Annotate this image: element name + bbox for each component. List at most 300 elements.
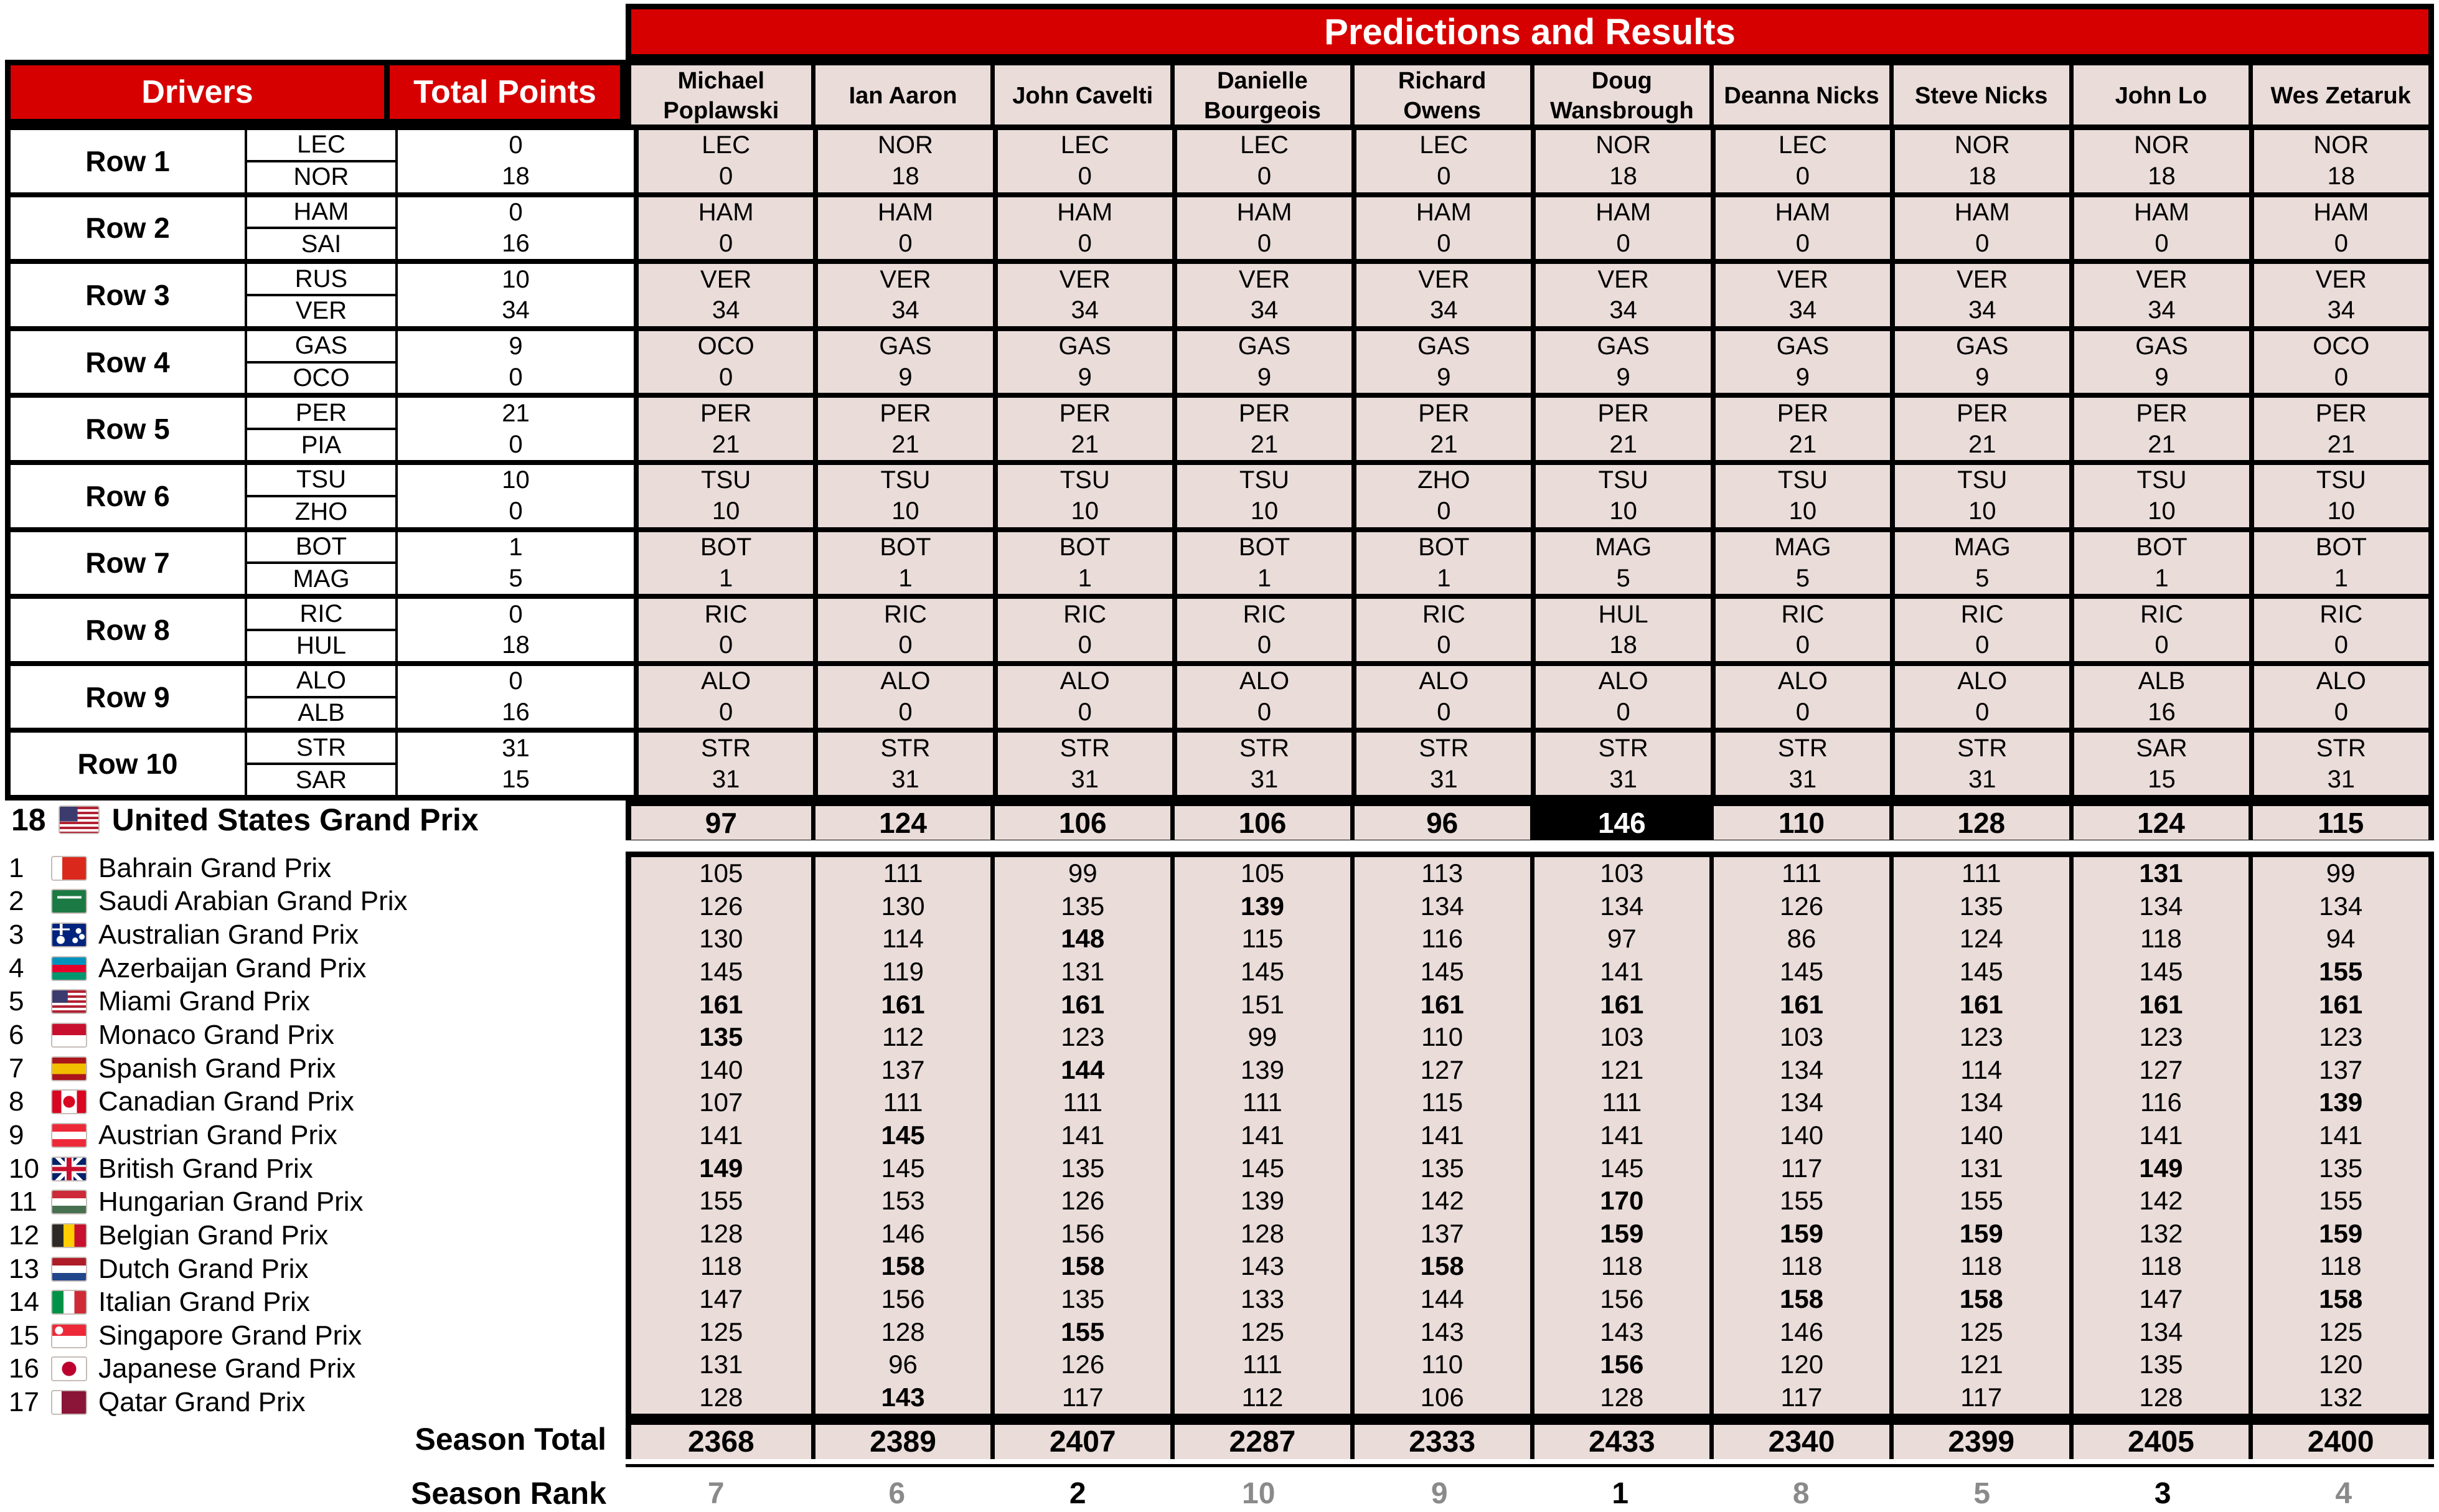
prediction-points: 15 [2148,765,2176,793]
driver-code-cells [245,465,398,527]
race-score-cell: 141 [1061,1120,1105,1150]
race-score-cell: 128 [1600,1382,1644,1412]
prediction-driver: STR [1060,734,1110,762]
race-score-cell: 119 [882,957,924,987]
race-score-cell: 128 [699,1218,743,1248]
prediction-driver: ALO [1598,667,1648,695]
race-score-cell: 107 [699,1087,743,1117]
race-score-cell: 121 [1600,1054,1644,1084]
race-score-cell: 121 [1959,1350,2003,1379]
prediction-driver: HAM [1236,198,1292,226]
prediction-cell [1172,465,1351,527]
prediction-driver: RIC [884,600,927,628]
race-number: 5 [9,986,24,1017]
race-score-cell: 115 [1241,924,1284,954]
prediction-cell [2249,130,2428,192]
race-score-column [1709,857,1889,1414]
race-score-cell: 155 [1780,1186,1824,1216]
prediction-points: 0 [898,698,913,726]
prediction-cell [1890,599,2069,661]
prediction-cell [2249,331,2428,393]
prediction-points: 9 [1975,363,1990,391]
flag-italy-icon [51,1290,87,1315]
predictor-name: Wes Zetaruk [2249,65,2428,127]
prediction-points: 0 [1078,162,1092,190]
race-score-cell: 125 [1959,1317,2003,1346]
prediction-points: 10 [1250,497,1279,525]
prediction-cell [1531,398,1710,460]
driver-code-cells [245,264,398,326]
row-label: Row 4 [11,331,245,393]
race-score-cell: 123 [1959,1022,2003,1052]
race-score-cell: 130 [699,924,743,954]
prediction-points: 0 [1437,229,1451,257]
driver-points-cell: 0 [509,198,523,226]
race-score-cell: 123 [2139,1022,2183,1052]
race-score-cell: 170 [1600,1186,1644,1216]
prediction-cell [2249,599,2428,661]
prediction-points: 0 [719,162,733,190]
prediction-points: 1 [2155,564,2169,592]
prediction-driver: ALO [1060,667,1110,695]
prediction-cell [2249,264,2428,326]
prediction-points: 31 [712,765,740,793]
race-score-cell: 118 [1960,1251,2003,1281]
flag-saudi-icon [51,889,87,914]
prediction-driver: NOR [1954,131,2010,159]
prediction-points: 0 [1795,698,1810,726]
prediction-driver: TSU [1060,466,1110,494]
race-score-column [2069,857,2249,1414]
prediction-driver: VER [1957,265,2008,293]
prediction-points: 10 [1968,497,1996,525]
race-number: 17 [9,1387,39,1418]
race-score-cell: 159 [2319,1218,2363,1248]
race-score-column [1530,857,1710,1414]
race-score-cell: 117 [1780,1382,1823,1412]
race-number: 11 [9,1186,37,1218]
race-score-cell: 158 [1420,1251,1464,1281]
race-score-cell: 161 [2319,989,2363,1019]
prediction-cell [1890,532,2069,594]
driver-code-cell: SAI [301,230,342,258]
race-score-cell: 139 [1240,1186,1284,1216]
prediction-cell [634,398,813,460]
race-score-cell: 141 [1240,1120,1284,1150]
race-score-cell: 137 [2319,1054,2363,1084]
row-label: Row 3 [11,264,245,326]
race-score-cell: 144 [1420,1284,1464,1313]
race-score-cell: 137 [881,1054,925,1084]
prediction-cell [1172,666,1351,728]
race-name: British Grand Prix [98,1153,313,1184]
prediction-driver: MAG [1595,533,1652,561]
prediction-points: 0 [1078,698,1092,726]
race-score-cell: 145 [1959,957,2003,987]
prediction-driver: RIC [2319,600,2363,628]
race-label-row [9,952,625,985]
prediction-points: 9 [1257,363,1272,391]
driver-points-cell: 10 [502,466,530,494]
race-score-cell: 161 [1780,989,1824,1019]
prediction-cell [1890,130,2069,192]
race-score-cell: 125 [2319,1317,2363,1346]
driver-code-cell: OCO [293,364,350,392]
race-name: Bahrain Grand Prix [98,852,332,883]
prediction-points: 10 [2327,497,2356,525]
race-score-column [1350,857,1530,1414]
prediction-driver: VER [880,265,931,293]
race-score-cell: 126 [1780,891,1824,921]
race-score-cell: 132 [2139,1218,2183,1248]
prediction-driver: RIC [1422,600,1465,628]
race-score-cell: 135 [1061,1153,1105,1183]
race-score-cell: 145 [881,1120,925,1150]
prediction-cell [813,733,992,795]
prediction-cell [634,130,813,192]
race-score-cell: 158 [1780,1284,1824,1313]
race-score-cell: 143 [1420,1317,1464,1346]
prediction-driver: NOR [2134,131,2189,159]
prediction-cell [1711,398,1890,460]
prediction-driver: PER [880,399,931,427]
prediction-driver: GAS [879,332,932,360]
race-score-cell: 99 [1068,858,1097,888]
flag-australia-icon [51,923,87,947]
prediction-cell [1172,599,1351,661]
driver-points-cell: 34 [502,296,530,324]
prediction-points: 0 [1257,631,1272,659]
driver-points-cell: 0 [509,497,523,525]
race-score-cell: 110 [1421,1350,1464,1379]
prediction-cell [813,465,992,527]
race-score-cell: 117 [1960,1382,2003,1412]
predictions-banner [626,4,2434,60]
race-score-cell: 159 [1600,1218,1644,1248]
race-name: Japanese Grand Prix [98,1353,356,1384]
prediction-points: 0 [1795,631,1810,659]
race-score-cell: 159 [1959,1218,2003,1248]
race-score-cell: 161 [881,989,925,1019]
usgp-total-cell: 146 [1530,806,1710,840]
driver-points-cell: 0 [509,600,523,628]
prediction-driver: PER [1597,399,1649,427]
race-name: Canadian Grand Prix [98,1086,354,1117]
race-score-cell: 137 [1420,1218,1464,1248]
race-score-cell: 140 [1959,1120,2003,1150]
race-number: 9 [9,1119,24,1150]
usgp-race-number: 18 [11,802,46,837]
prediction-points: 0 [1975,631,1990,659]
season-total-cell: 2389 [811,1425,991,1459]
race-score-column [1170,857,1350,1414]
prediction-points: 34 [1609,296,1637,324]
season-rank-cell: 8 [1792,1477,1810,1510]
prediction-cell [1711,532,1890,594]
race-name: Spanish Grand Prix [98,1053,336,1084]
race-score-cell: 120 [1780,1350,1824,1379]
season-rank-cell: 3 [2154,1477,2171,1510]
driver-code-cell: NOR [293,163,349,191]
prediction-cell [1531,465,1710,527]
prediction-cell [1531,130,1710,192]
prediction-points: 0 [1437,631,1451,659]
race-score-cell: 99 [2326,858,2356,888]
race-score-cell: 128 [1240,1218,1284,1248]
prediction-points: 18 [2148,162,2176,190]
prediction-driver: TSU [701,466,751,494]
prediction-cell [2069,398,2249,460]
prediction-cell [993,197,1172,260]
prediction-points: 0 [898,631,913,659]
prediction-points: 0 [2334,631,2348,659]
prediction-points: 0 [1795,229,1810,257]
race-score-cell: 127 [1420,1054,1464,1084]
race-score-cell: 140 [1780,1120,1824,1150]
race-score-cell: 159 [1780,1218,1824,1248]
prediction-points: 18 [1609,631,1637,659]
prediction-points: 34 [891,296,919,324]
prediction-points: 5 [1795,564,1810,592]
driver-points-cells [398,398,634,460]
prediction-points: 0 [1975,698,1990,726]
prediction-cell [1351,465,1531,527]
predictor-name: Ian Aaron [811,65,991,127]
driver-points-cells [398,733,634,795]
driver-points-cell: 16 [502,229,530,257]
season-rank-cell: 9 [1431,1477,1448,1510]
prediction-points: 10 [2148,497,2176,525]
prediction-points: 0 [2334,363,2348,391]
race-score-cell: 114 [882,924,924,954]
race-score-cell: 135 [2319,1153,2363,1183]
prediction-driver: HAM [2134,198,2189,226]
prediction-driver: SAR [2136,734,2188,762]
prediction-cell [1351,666,1531,728]
usgp-total-cell: 115 [2249,806,2428,840]
prediction-points: 21 [1250,430,1279,458]
race-label-row [9,1219,625,1252]
race-score-cell: 161 [699,989,743,1019]
prediction-driver: NOR [1595,131,1652,159]
flag-canada-icon [51,1089,87,1114]
prediction-points: 10 [1788,497,1817,525]
rows-predictions-table [5,124,2434,801]
prediction-points: 0 [1616,229,1630,257]
prediction-points: 31 [2327,765,2356,793]
race-name: Belgian Grand Prix [98,1219,329,1251]
prediction-cell [993,398,1172,460]
prediction-driver: RIC [1243,600,1286,628]
race-score-cell: 156 [881,1284,925,1313]
prediction-driver: ALO [880,667,931,695]
prediction-driver: MAG [1953,533,2011,561]
prediction-cell [2249,398,2428,460]
prediction-driver: PER [1957,399,2008,427]
prediction-points: 0 [1975,229,1990,257]
prediction-cell [2069,264,2249,326]
race-score-cell: 116 [2140,1087,2182,1117]
driver-points-cell: 31 [502,734,530,762]
race-number: 13 [9,1253,39,1284]
prediction-driver: BOT [700,533,752,561]
prediction-points: 34 [1788,296,1817,324]
predictor-name: John Cavelti [990,65,1170,127]
prediction-cell [1351,331,1531,393]
race-number: 3 [9,919,24,951]
prediction-points: 9 [1616,363,1630,391]
prediction-driver: HAM [698,198,754,226]
race-score-cell: 141 [2139,1120,2183,1150]
race-score-cell: 161 [1600,989,1644,1019]
prediction-cell [1890,465,2069,527]
race-name: Azerbaijan Grand Prix [98,952,367,984]
race-score-cell: 145 [1420,957,1464,987]
season-total-underline [626,1464,2434,1467]
race-score-column [631,857,811,1414]
flag-spain-icon [51,1056,87,1081]
season-rank-label-text: Season Rank [410,1476,606,1511]
race-score-cell: 118 [2140,924,2182,954]
race-score-cell: 148 [1061,924,1105,954]
prediction-cell [1172,733,1351,795]
race-label-row [9,1052,625,1086]
prediction-cell [813,599,992,661]
prediction-driver: ALO [1239,667,1290,695]
prediction-driver: OCO [2313,332,2370,360]
season-rank-label [5,1477,621,1510]
usgp-total-cell: 124 [2069,806,2249,840]
prediction-cell [813,532,992,594]
prediction-points: 31 [1609,765,1637,793]
race-score-cell: 147 [2139,1284,2183,1313]
race-score-cell: 144 [1061,1054,1105,1084]
race-score-cell: 134 [1780,1054,1824,1084]
race-score-cell: 135 [2139,1350,2183,1379]
driver-row-band [11,259,2428,326]
race-score-cell: 126 [1061,1186,1105,1216]
prediction-points: 21 [1968,430,1996,458]
flag-austria-icon [51,1123,87,1148]
prediction-points: 9 [898,363,913,391]
race-label-row [9,1319,625,1353]
prediction-points: 34 [712,296,740,324]
race-score-cell: 111 [1782,858,1821,888]
race-score-cell: 135 [1959,891,2003,921]
prediction-driver: TSU [2136,466,2187,494]
season-rank-cell: 1 [1612,1477,1629,1510]
prediction-driver: NOR [878,131,933,159]
usgp-total-cell: 128 [1889,806,2069,840]
season-rank-cell: 7 [707,1477,725,1510]
prediction-driver: BOT [2136,533,2188,561]
prediction-driver: TSU [1239,466,1290,494]
race-score-cell: 141 [2319,1120,2363,1150]
prediction-driver: TSU [1598,466,1648,494]
driver-code-cell: PER [247,398,395,430]
prediction-driver: PER [1238,399,1290,427]
usgp-race-name: United States Grand Prix [111,802,479,837]
race-score-cell: 111 [1602,1087,1642,1117]
driver-row-band [11,460,2428,527]
race-score-cell: 135 [699,1022,743,1052]
race-number: 16 [9,1353,39,1384]
prediction-driver: TSU [880,466,931,494]
race-score-column [2249,857,2428,1414]
predictor-name: Doug Wansbrough [1530,65,1710,127]
prediction-driver: GAS [2135,332,2188,360]
driver-points-cell: 5 [509,564,523,592]
prediction-points: 31 [1968,765,1996,793]
driver-row-band [11,661,2428,728]
race-score-cell: 131 [699,1350,743,1379]
prediction-driver: HAM [1775,198,1831,226]
prediction-points: 0 [1437,162,1451,190]
race-score-cell: 161 [1061,989,1105,1019]
driver-points-cell: 16 [502,698,530,726]
race-number: 8 [9,1086,24,1117]
race-score-cell: 111 [1063,1087,1103,1117]
row-label: Row 1 [11,130,245,192]
usgp-total-cell: 106 [990,806,1170,840]
prediction-driver: GAS [1776,332,1830,360]
race-score-cell: 110 [1421,1022,1464,1052]
race-score-cell: 96 [888,1350,918,1379]
prediction-cell [634,532,813,594]
race-label-row [9,1353,625,1386]
prediction-cell [1531,197,1710,260]
race-score-cell: 134 [1780,1087,1824,1117]
race-label-row [9,1252,625,1286]
race-score-cell: 135 [1061,1284,1105,1313]
prediction-driver: GAS [1058,332,1111,360]
race-label-row [9,985,625,1019]
prediction-driver: LEC [1240,131,1289,159]
prediction-cell [1890,264,2069,326]
race-score-cell: 145 [1240,1153,1284,1183]
prediction-driver: LEC [1419,131,1469,159]
prediction-driver: LEC [702,131,751,159]
driver-code-cells [245,532,398,594]
prediction-cell [813,331,992,393]
season-total-cell: 2368 [631,1425,811,1459]
predictor-name: Richard Owens [1350,65,1530,127]
prediction-driver: BOT [1059,533,1111,561]
predictor-name: John Lo [2069,65,2249,127]
season-rank-row [626,1477,2434,1510]
prediction-cell [813,264,992,326]
prediction-driver: OCO [697,332,754,360]
prediction-cell [634,264,813,326]
prediction-driver: GAS [1597,332,1650,360]
prediction-points: 1 [2334,564,2348,592]
prediction-cell [993,666,1172,728]
prediction-driver: STR [2316,734,2366,762]
drivers-header-label: Drivers [141,74,253,110]
prediction-points: 0 [2334,698,2348,726]
race-number: 2 [9,886,24,917]
race-score-cell: 143 [881,1382,925,1412]
race-name: Australian Grand Prix [98,919,359,951]
race-score-cell: 114 [1960,1054,2003,1084]
prediction-points: 31 [1788,765,1817,793]
season-total-cell: 2287 [1170,1425,1350,1459]
race-score-cell: 155 [699,1186,743,1216]
prediction-cell [634,465,813,527]
race-score-cell: 134 [1420,891,1464,921]
driver-points-cell: 18 [502,631,530,659]
race-name: Singapore Grand Prix [98,1320,362,1351]
